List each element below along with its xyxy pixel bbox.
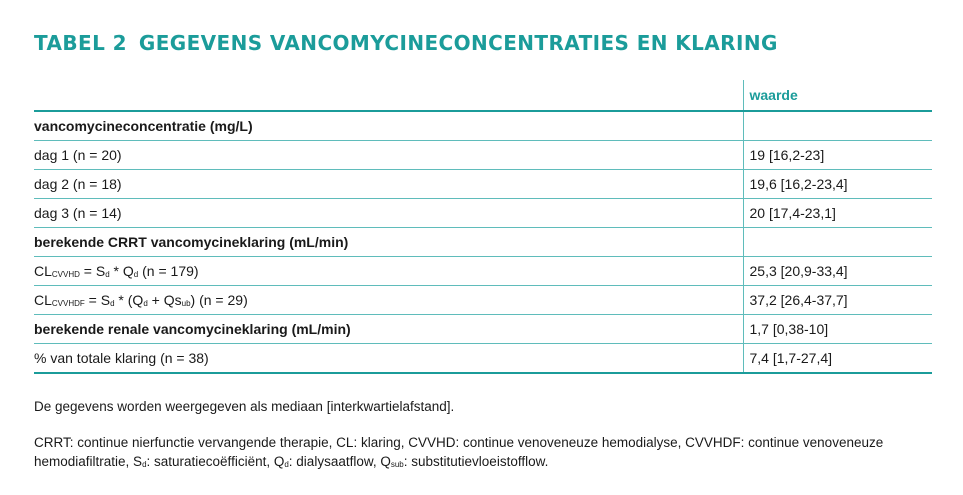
table-row bbox=[34, 228, 932, 257]
row-value bbox=[743, 228, 932, 257]
header-label bbox=[34, 80, 743, 111]
row-value: 25,3 [20,9-33,4] bbox=[743, 257, 932, 286]
row-value: 37,2 [26,4-37,7] bbox=[743, 286, 932, 315]
table-row bbox=[34, 141, 932, 170]
table-row bbox=[34, 286, 932, 315]
data-table bbox=[34, 80, 932, 374]
header-value: waarde bbox=[743, 80, 932, 111]
table-footnote: De gegevens worden weergegeven als mediaan [interkwartielafstand]. bbox=[34, 399, 455, 414]
table-row bbox=[34, 344, 932, 374]
table-row bbox=[34, 199, 932, 228]
row-label-cvvhdf: $CL_{CVVHDF} = S_d * (Q_d + Qs_{ub}) (n = 29)$ bbox=[34, 286, 743, 315]
table-title-text: GEGEVENS VANCOMYCINECONCENTRATIES EN KLARING bbox=[138, 31, 778, 55]
row-label: berekende renale vancomycineklaring (mL/min) bbox=[34, 315, 743, 344]
row-label: dag 2 (n = 18) bbox=[34, 170, 743, 199]
row-value bbox=[743, 111, 932, 141]
table-row bbox=[34, 315, 932, 344]
row-value: 19,6 [16,2-23,4] bbox=[743, 170, 932, 199]
row-label: dag 3 (n = 14) bbox=[34, 199, 743, 228]
table-number: TABEL 2 bbox=[34, 31, 127, 55]
row-value: 19 [16,2-23] bbox=[743, 141, 932, 170]
abbreviations-note: CRRT: continue nierfunctie vervangende therapie, CL: klaring, CVVHD: continue venoveneuze hemodialyse, CVVHDF: continue venoveneuze hemodiafiltratie, $S_d$: saturatiecoëfficiënt, $Q_d$: dialysaatflow, $Q_{sub}$: substitutievloeistofflow. bbox=[34, 435, 884, 469]
row-label-cvvhd: $CL_{CVVHD} = S_d * Q_d$ (n = 179) bbox=[34, 257, 743, 286]
row-value: 7,4 [1,7-27,4] bbox=[743, 344, 932, 374]
row-label: berekende CRRT vancomycineklaring (mL/min) bbox=[34, 228, 743, 257]
row-label: vancomycineconcentratie (mg/L) bbox=[34, 111, 743, 141]
row-label: % van totale klaring (n = 38) bbox=[34, 344, 743, 374]
row-value: 1,7 [0,38-10] bbox=[743, 315, 932, 344]
row-value: 20 [17,4-23,1] bbox=[743, 199, 932, 228]
row-label: dag 1 (n = 20) bbox=[34, 141, 743, 170]
table-row bbox=[34, 111, 932, 141]
table-header-row bbox=[34, 80, 932, 111]
table-title bbox=[34, 31, 778, 55]
table-row bbox=[34, 257, 932, 286]
table-row bbox=[34, 170, 932, 199]
